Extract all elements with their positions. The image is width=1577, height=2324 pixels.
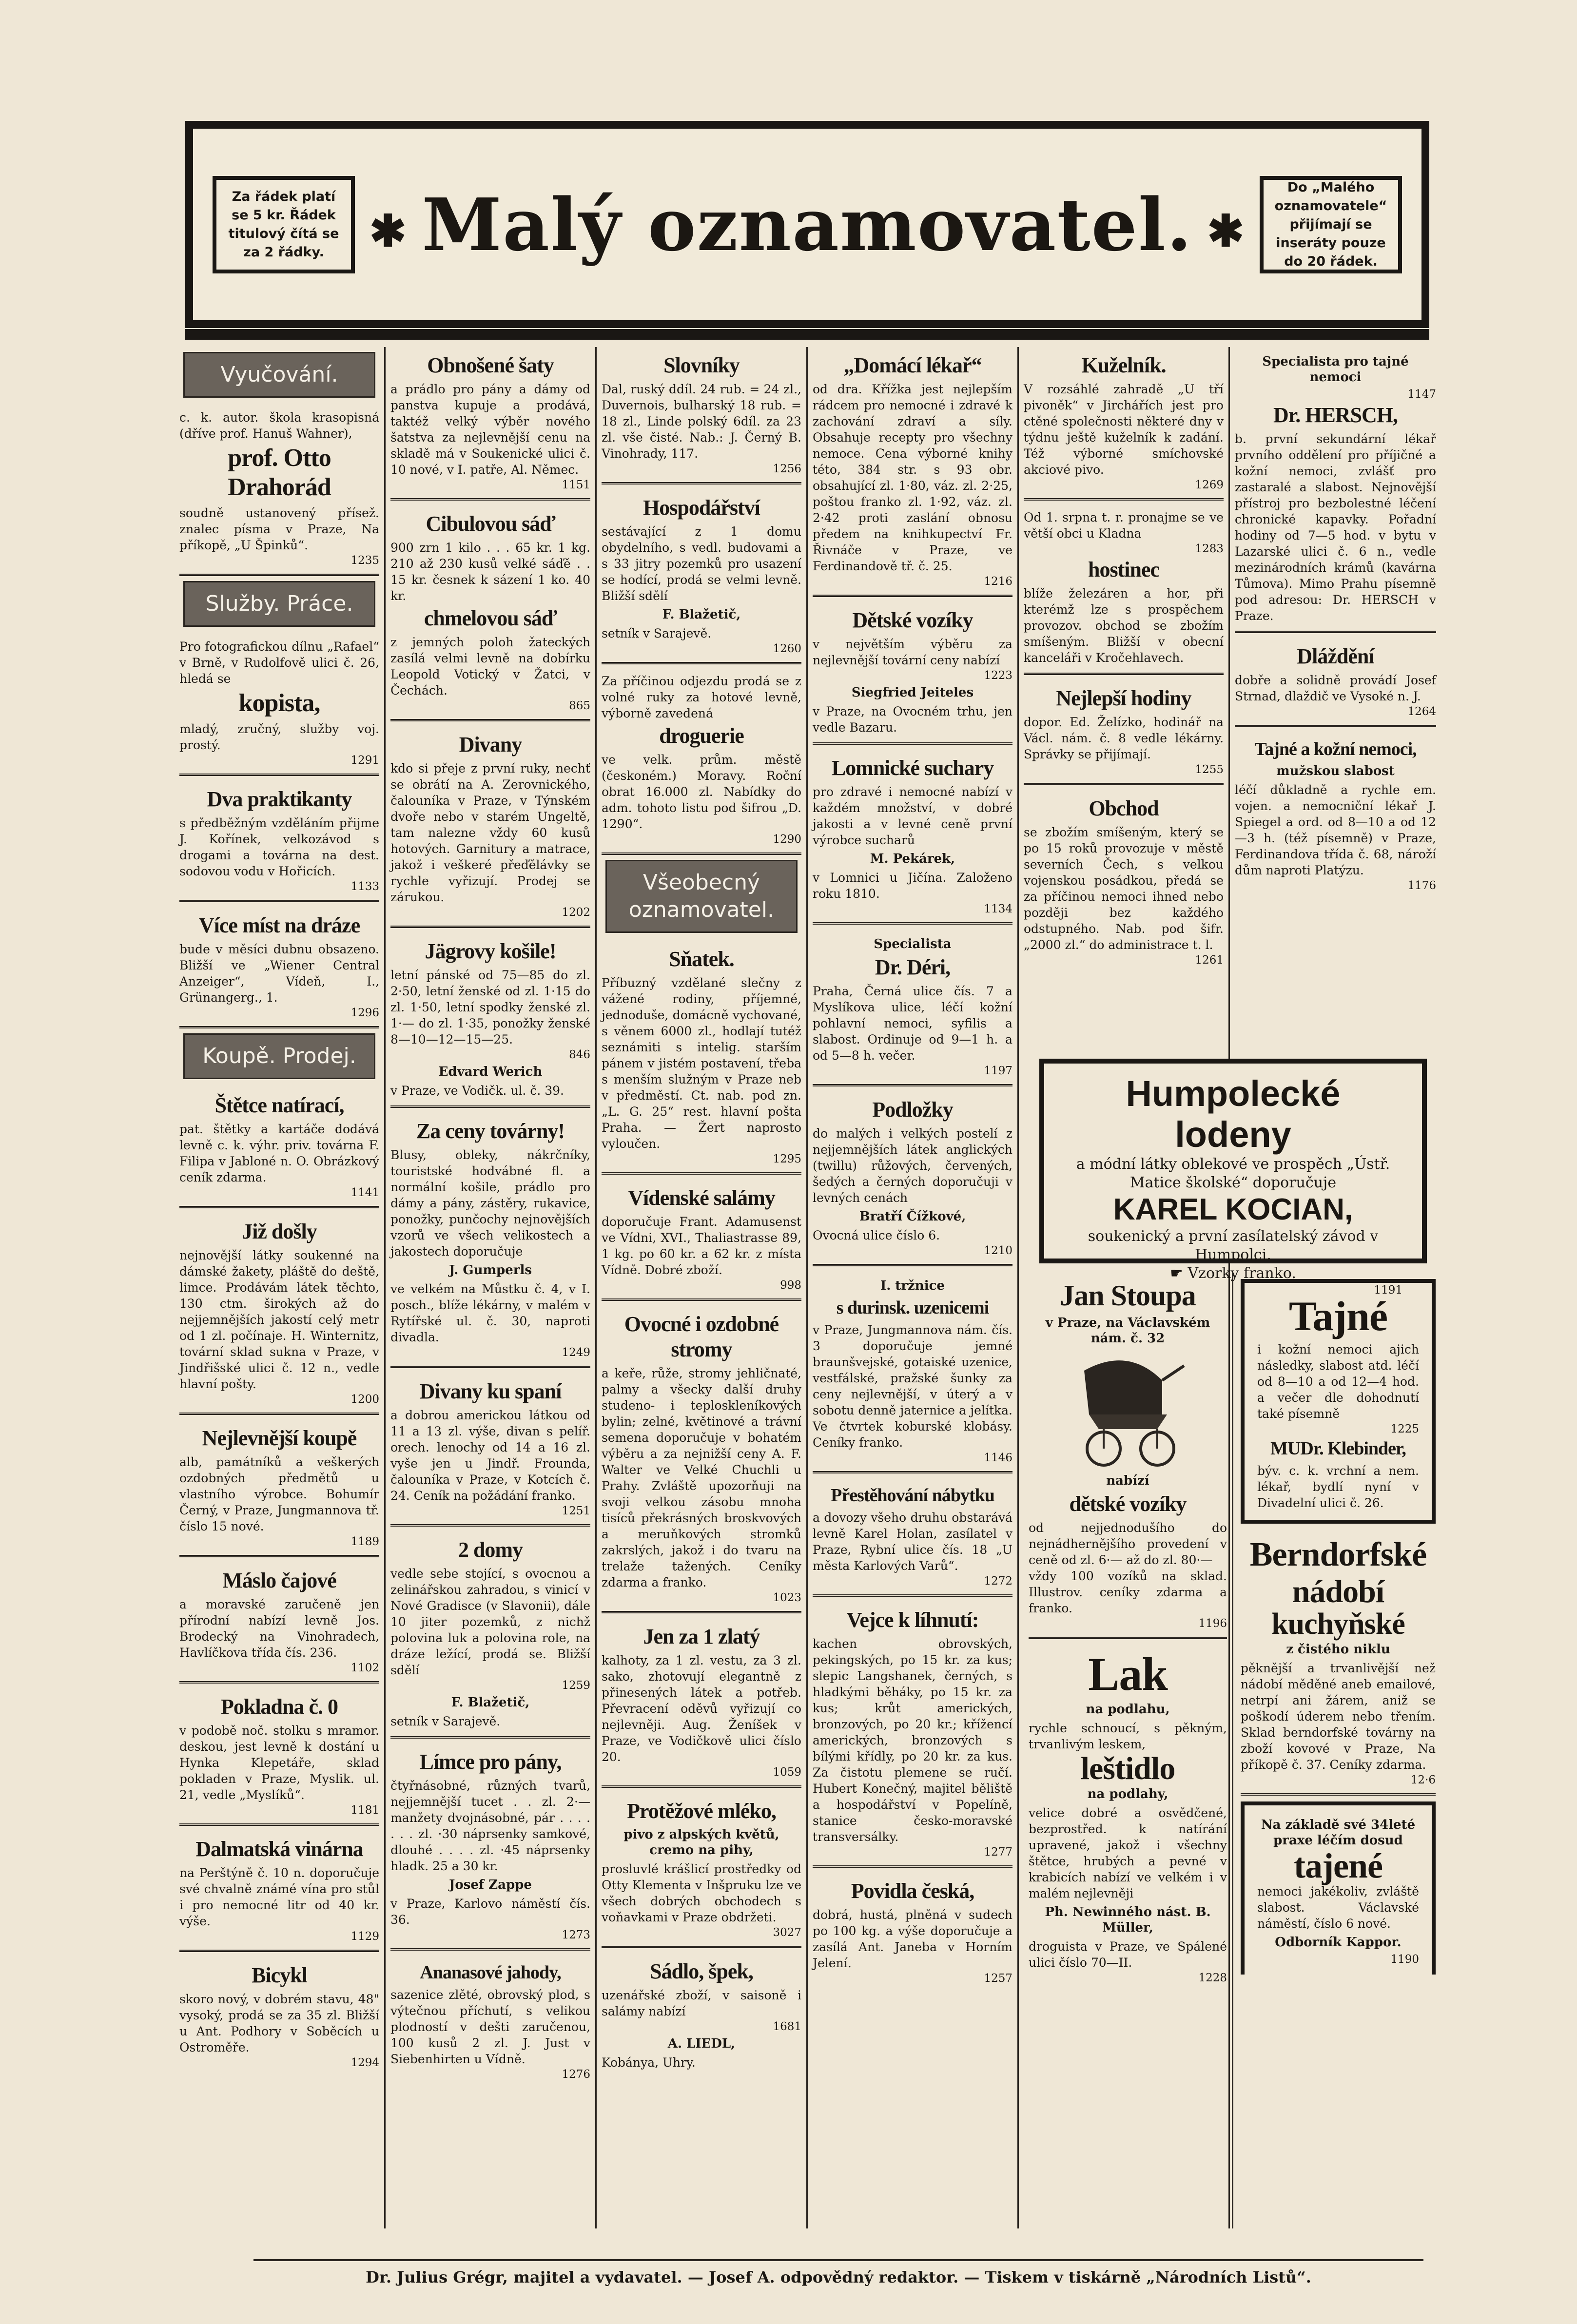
- ad-body: sestávající z 1 domu obydelního, s vedl. budovami a s 33 jitry pozemků pro usazení se hodící, prodá se velmi levně. Bližší sdělí: [602, 524, 801, 603]
- pram-icon: [1065, 1351, 1191, 1468]
- star-icon: ✱: [369, 205, 408, 257]
- ad-signature: J. Gumperls: [449, 1263, 532, 1278]
- ad-number: 1264: [1407, 705, 1436, 718]
- ad-heading: Nejlepší hodiny: [1056, 686, 1191, 710]
- ad-heading-2: leštidlo: [1080, 1751, 1175, 1786]
- ad-signature: F. Blažetič,: [662, 607, 741, 622]
- ad-jiz-dosly: [179, 1213, 379, 1415]
- ad-body: pro zdravé i nemocné nabízí v každém množství, v dobré jakosti a v levné ceně první výrobce sucharů: [813, 785, 1012, 847]
- ad-droguerie: [602, 669, 801, 855]
- ad-uzenice: [813, 1271, 1012, 1473]
- ad-dr-deri: [813, 930, 1012, 1086]
- ad-text: Od 1. srpna t. r. pronajme se ve větší obci u Kladna: [1024, 510, 1224, 541]
- ad-heading: 2 domy: [458, 1538, 523, 1562]
- ad-sadlo: [602, 1953, 801, 2077]
- ad-stetce: [179, 1087, 379, 1208]
- column-4: [808, 347, 1019, 2228]
- ad-subheading: dětské vozíky: [1069, 1492, 1187, 1516]
- ad-stehovani: [813, 1478, 1012, 1597]
- ad-body: vedle sebe stojící, s ovocnou a zelinářskou zahradou, s vinicí v Nové Gradisce (v Slavonii), dále 10 jiter pozemků, z nichž polovina luk a polovina role, na dráze ležící, prodá se. Bližší sdělí: [390, 1567, 590, 1677]
- ad-number: 1133: [350, 880, 379, 893]
- ad-number: 1257: [984, 1972, 1012, 1985]
- ad-jan-stoupa: [1029, 1273, 1227, 1639]
- section-vyucovani: Vyučování.: [183, 352, 375, 398]
- masthead-limit-box: Do „Malého oznamovatele“ přijímají se inseráty pouze do 20 řádek.: [1260, 176, 1402, 273]
- ad-body: doporučuje Frant. Adamusenst ve Vídni, XVI., Thaliastrasse 89, 1 kg. po 60 kr. a 62 kr. z místa Vídně. Dobré zboží.: [602, 1215, 801, 1277]
- ad-body: dopor. Ed. Želízko, hodinář na Václ. nám. č. 8 vedle lékárny. Správky se přijímají.: [1024, 715, 1224, 761]
- ad-detske-voziky: [813, 602, 1012, 745]
- ad-body: alb, památníků a veškerých ozdobných předmětů u vlastního výrobce. Bohumír Černý, v Praze, Jungmannova tř. číslo 15 nové.: [179, 1455, 379, 1533]
- ad-body: V rozsáhlé zahradě „U tří pivoněk“ v Jirchářích jest pro ctěné společnosti některé dny v týdnu ještě kuželník k zadání. Též výborné smíchovské akciové pivo.: [1024, 382, 1224, 477]
- ad-number: 1295: [773, 1153, 801, 1165]
- ad-heading: Máslo čajové: [222, 1569, 336, 1592]
- ad-body: ve velk. prům. městě (českoném.) Moravy. Roční obrat 16.000 zl. Nabídky do adm. tohoto listu pod šifrou „D. 1290“.: [602, 753, 801, 831]
- ad-dr-hersch: [1235, 347, 1436, 633]
- ad-number: 3027: [773, 1926, 801, 1939]
- ad-subheading: na podlahu,: [1086, 1702, 1170, 1717]
- ad-pretitle: I. tržnice: [880, 1278, 945, 1293]
- ad-address: v Praze, na Ovocném trhu, jen vedle Bazaru.: [813, 704, 1012, 735]
- ad-heading: Nejlevnější koupě: [202, 1426, 357, 1450]
- ad-text: soukenický a první zasílatelský závod v Humpolci.: [1088, 1228, 1379, 1263]
- ad-heading: Vejce k líhnutí:: [846, 1608, 979, 1632]
- ad-body: prosluvlé krášlicí prostředky od Otty Klementa v Inšpruku lze ve všech dobrých obchodech s voňavkami v Praze obdržeti.: [602, 1862, 801, 1924]
- ad-tail: vždy 100 vozíků na sklad. Illustrov. ceníky zdarma a franko.: [1029, 1569, 1227, 1615]
- ad-signature: Siegfried Jeiteles: [851, 685, 974, 700]
- ad-heading: Divany: [459, 733, 522, 756]
- ad-slovniky: [602, 347, 801, 484]
- ad-address: Ovocná ulice číslo 6.: [813, 1228, 940, 1242]
- ad-heading: Dalmatská vinárna: [195, 1837, 363, 1861]
- ad-number: 1141: [350, 1186, 379, 1199]
- ad-address: v Praze, ve Vodičk. ul. č. 39.: [390, 1084, 564, 1098]
- ad-number: 1277: [984, 1846, 1012, 1859]
- ad-obchod: [1024, 790, 1224, 973]
- ad-lak: [1029, 1644, 1227, 1991]
- ad-domaci-lekar: [813, 347, 1012, 597]
- ad-address: Kobánya, Uhry.: [602, 2055, 696, 2070]
- ad-body: z jemných poloh žateckých zasílá velmi levně na dobírku Leopold Votický v Žatci, v Čechách.: [390, 635, 590, 697]
- ad-jen-za-zlaty: [602, 1618, 801, 1788]
- ad-number: 1273: [562, 1929, 590, 1941]
- ad-heading: Tajné a kožní nemoci,: [1254, 739, 1417, 759]
- ad-number: 1294: [350, 2056, 379, 2069]
- ad-heading: Dva praktikanty: [207, 787, 352, 811]
- ad-number: 1259: [562, 1679, 590, 1692]
- ad-heading: Podložky: [872, 1098, 953, 1122]
- ad-kappor: [1241, 1801, 1436, 1975]
- ad-tail-text: Vzorky franko.: [1188, 1265, 1296, 1282]
- ad-heading: tajené: [1294, 1846, 1382, 1885]
- ad-za-ceny-tovarny: [390, 1113, 590, 1368]
- ad-body: pat. štětky a kartáče dodává levně c. k. výhr. priv. továrna F. Filipa v Jabloné n. O. Obrázkový ceník zdarma.: [179, 1122, 379, 1184]
- ad-heading: Sňatek.: [669, 947, 734, 971]
- ad-number: 1181: [350, 1804, 379, 1817]
- ad-body: 900 zrn 1 kilo . . . 65 kr. 1 kg. 210 až 230 kusů velké sáďě . . 15 kr. česnek k sázení 1 ko. 40 kr.: [390, 541, 590, 603]
- ad-signature: Bratří Čížkové,: [859, 1209, 966, 1224]
- ad-hostinec: [1024, 505, 1224, 675]
- ad-heading: Lak: [1088, 1648, 1168, 1700]
- ad-obnosene-saty: [390, 347, 590, 501]
- ad-number: 998: [780, 1279, 801, 1292]
- ad-heading: Vídenské salámy: [628, 1186, 775, 1210]
- ad-heading: Divany ku spaní: [419, 1379, 562, 1403]
- ad-divany-ku-spani: [390, 1373, 590, 1527]
- ad-2-domy: [390, 1531, 590, 1739]
- ad-number: 1202: [562, 906, 590, 919]
- ad-number: 1059: [773, 1766, 801, 1779]
- ad-body: dobře a solidně provádí Josef Strnad, dlaždič ve Vysoké n. J.: [1235, 673, 1436, 703]
- ad-pokladna: [179, 1688, 379, 1826]
- ad-heading: Více míst na dráze: [198, 913, 360, 937]
- ad-body: Praha, Černá ulice čís. 7 a Myslíkova ulice, léčí kožní pohlavní nemoci, syfilis a slabost. Ordinuje od 9—1 h. a od 5—8 h. večer.: [813, 984, 1012, 1063]
- ad-body: kalhoty, za 1 zl. vestu, za 3 zl. sako, zhotovují elegantně z přinesených látek a potřeb. Převracení oděvů vyřizují co nejlevněji. Aug. Ženíšek v Praze, ve Vodičkově ulici číslo 20.: [602, 1653, 801, 1764]
- ad-number: 1151: [562, 479, 590, 491]
- ad-address: droguista v Praze, ve Spálené ulici číslo 70—II.: [1029, 1939, 1227, 1970]
- ad-text: rychle schnoucí, s pěkným, trvanlivým leskem,: [1029, 1721, 1227, 1751]
- ad-address: v Praze, na Václavském nám. č. 32: [1045, 1316, 1210, 1346]
- ad-kopista: [179, 635, 379, 776]
- ad-body: čtyřnásobné, různých tvarů, nejjemnější tucet . . zl. 2·— manžety dvojnásobné, pár . . . . . . . zl. ·30 náprsenky samkové, dlouhé . . . . zl. ·45 náprsenky hladk. 25 a 30 kr.: [390, 1779, 590, 1873]
- ad-heading: Přestěhování nábytku: [831, 1485, 994, 1506]
- ad-number: 1216: [984, 575, 1012, 588]
- ad-number: 1260: [773, 642, 801, 655]
- masthead-title: Malý oznamovatel.: [422, 182, 1193, 267]
- ad-body: léčí důkladně a rychle em. vojen. a nemocniční lékař J. Spiegel a ord. od 8—10 a od 12—3 h. (též písemně) v Praze, Ferdinandova třída č. 68, nároží dům naproti Platýzu.: [1235, 783, 1436, 877]
- ad-heading: Protěžové mléko,: [627, 1799, 776, 1823]
- ad-number: 1249: [562, 1346, 590, 1359]
- ad-signature: A. LIEDL,: [667, 2036, 736, 2051]
- ad-heading: Obchod: [1089, 796, 1159, 820]
- ad-body: uzenářské zboží, v saisoně i salámy nabízí: [602, 1988, 801, 2018]
- ad-number: 1251: [562, 1505, 590, 1517]
- ad-praktikanty: [179, 781, 379, 902]
- ad-body: nejnovější látky soukenné na dámské žakety, pláště do deště, limce. Prodávám látek těchto, 130 ctm. širokých až do nejjemnějších jakostí celý metr od 1 zl. počínaje. H. Winternitz, tovární sklad sukna v Praze, v Jindřišské ulici č. 12 n., vedle hlavní pošty.: [179, 1248, 379, 1391]
- ad-number: 1296: [350, 1007, 379, 1019]
- ad-heading: Límce pro pány,: [419, 1750, 562, 1774]
- ad-number: 1191: [1374, 1284, 1402, 1297]
- ad-signature: Edvard Werich: [438, 1065, 543, 1079]
- ad-heading: Cibulovou sáď: [426, 512, 555, 536]
- ad-body: od nejjednodušího do nejnádhernějšího provedení v ceně od zl. 6·— až do zl. 80·—: [1029, 1521, 1227, 1567]
- star-icon: ✱: [1207, 205, 1246, 257]
- ad-heading: Berndorfské: [1249, 1536, 1427, 1573]
- ad-number: 1681: [773, 2020, 801, 2033]
- ad-heading: Obnošené šaty: [427, 353, 554, 377]
- ad-number: 1134: [984, 903, 1012, 915]
- ad-heading: Dr. HERSCH,: [1273, 403, 1398, 427]
- ad-number: 1276: [562, 2068, 590, 2081]
- ad-pretitle: Specialista: [874, 937, 952, 951]
- ad-heading: Štětce natírací,: [214, 1093, 344, 1117]
- ad-number: 1176: [1407, 879, 1436, 892]
- ad-number: 1225: [1390, 1423, 1419, 1435]
- ad-address: setník v Sarajevě.: [602, 626, 712, 640]
- ad-signature: M. Pekárek,: [870, 852, 955, 866]
- ad-body: Příbuzný vzdělané slečny z vážené rodiny, příjemné, jednoduše, domácně vychované, s věnem 6000 zl., hodlají tutéž seznámiti s intelig. starším pánem v jistém postavení, třeba s menším služným v Praze neb v předměstí. Ct. nab. pod zn. „L. G. 25“ rest. hlavní pošta Praha. — Žert naprosto vyloučen.: [602, 976, 801, 1151]
- ad-mist-na-draze: [179, 907, 379, 1028]
- ad-number: 1269: [1195, 479, 1224, 491]
- ad-signature: Josef Zappe: [449, 1878, 532, 1892]
- ad-label: nabízí: [1106, 1473, 1149, 1488]
- ad-podlozky: [813, 1091, 1012, 1266]
- ad-heading: prof. Otto Drahorád: [228, 444, 331, 501]
- ad-body: se zbožím smíšeným, který se po 15 roků provozuje v městě severních Čech, s velkou vojenskou posádkou, předá se za příčinou nemoci ihned nebo později bez každého odstupného. Nab. pod šifr. „2000 zl.“ do administrace t. l.: [1024, 825, 1224, 952]
- ad-subheading-3: z čistého niklu: [1286, 1642, 1390, 1657]
- column-2: [386, 347, 597, 2228]
- ad-stromy: [602, 1306, 801, 1613]
- ad-body: skoro nový, v dobrém stavu, 48" vysoký, prodá se za 35 zl. Bližší u Ant. Podhory v Soběcích u Ostroměře.: [179, 1992, 379, 2054]
- ad-body: do malých i velkých postelí z nejjemnějších látek anglických (twillu) růžových, červených, šedých a černých doporučuji v levných cenách: [813, 1126, 1012, 1205]
- ad-body: kachen obrovských, pekingských, po 15 kr. za kus; slepic Langshanek, černých, s hladkými běháky, po 15 kr. za kus; krůt amerických, bronzových, po 20 kr.; křížencí amerických, bronzových s bílými křídly, po 20 kr. za kus. Za čistotu plemene se ručí. Hubert Konečný, majitel běliště a hospodářství v Popelíně, stanice česko-moravské transversálky.: [813, 1637, 1012, 1844]
- ad-hospodarstvi: [602, 489, 801, 664]
- ad-heading: Jen za 1 zlatý: [643, 1625, 760, 1648]
- imprint-footer: Dr. Julius Grégr, majitel a vydavatel. — Josef A. odpovědný redaktor. — Tiskem v tiskárně „Národních Listů“.: [253, 2259, 1423, 2286]
- ad-heading: Slovníky: [663, 353, 740, 377]
- ad-number: 1146: [984, 1452, 1012, 1464]
- ad-heading: Ananasové jahody,: [420, 1962, 561, 1983]
- ad-vinarna: [179, 1831, 379, 1952]
- ad-body: blíže železáren a hor, při kterémž lze s prospěchem provozov. obchod se zbožím smíšeným. Bližší v obecní kanceláři v Kročehlavech.: [1024, 586, 1224, 665]
- ad-body: kdo si přeje z první ruky, nechť se obrátí na A. Zerovnického, čalouníka v Praze, v Týnském dvoře nebo v starém Ungeltě, tam nalezne vždy 60 kusů hotových. Garnitury a matrace, jakož i veškeré přeďělávky se rychle vyřizují. Prodej se zárukou.: [390, 761, 590, 904]
- ad-number: 1189: [350, 1535, 379, 1548]
- ad-body: mladý, zručný, služby voj. prostý.: [179, 722, 379, 752]
- ad-snatek: [602, 941, 801, 1175]
- ad-body: na Perštýně č. 10 n. doporučuje své chvalně známé vína pro stůl i pro nemocné litr od 40 kr. výše.: [179, 1866, 379, 1928]
- ad-tajne-klebinder: [1241, 1279, 1436, 1524]
- ad-heading: Humpolecké lodeny: [1126, 1073, 1341, 1155]
- ad-pretitle: Na základě své 34leté praxe léčím dosud: [1261, 1818, 1416, 1848]
- section-sluzby: Služby. Práce.: [183, 581, 375, 627]
- ad-body: v Praze, Jungmannova nám. čís. 3 doporučuje jemné braunšvejské, gotaiské uzenice, vestfálské, pražské šunky za ceny nejlevnější, v úterý a v sobotu denně jaternice a jelítka. Ve čtvrtek koburské klobásy. Ceníky franko.: [813, 1323, 1012, 1450]
- ad-heading: Za ceny továrny!: [416, 1119, 565, 1143]
- ad-number: 1200: [350, 1393, 379, 1406]
- masthead-title-wrap: [355, 182, 1260, 267]
- ad-body: i kožní nemoci ajich následky, slabost atd. léčí od 8—10 a od 12—4 hod. a večer dle dohodnutí také písemně: [1257, 1342, 1419, 1421]
- ad-signature: MUDr. Klebinder,: [1270, 1438, 1406, 1459]
- ad-body: v největším výběru za nejlevnější tovární ceny nabízí: [813, 637, 1012, 667]
- ad-number: 1283: [1195, 542, 1224, 555]
- ad-heading: Dr. Déri,: [875, 955, 951, 979]
- ad-number: 12·6: [1410, 1774, 1436, 1786]
- column-6-lower: [1236, 1273, 1441, 2228]
- ad-number: 1210: [984, 1244, 1012, 1257]
- column-3: [597, 347, 808, 2228]
- ad-protezove-mleko: [602, 1793, 801, 1948]
- ad-body: dobrá, hustá, plněná v sudech po 100 kg. a výše doporučuje a zasílá Ant. Janeba v Horním Jelení.: [813, 1908, 1012, 1970]
- ad-heading: kopista,: [238, 689, 320, 717]
- ad-heading: Hospodářství: [643, 496, 760, 520]
- ad-body: a prádlo pro pány a dámy od panstva kupuje a prodává, taktéž velký výběr nového šatstva za nejlevnější cenu na skladě má v Soukenické ulici č. 10 nové, v I. patře, Al. Němec.: [390, 382, 590, 477]
- ad-limce: [390, 1743, 590, 1951]
- column-1: [175, 347, 386, 2228]
- section-vseobecny: Všeobecný oznamovatel.: [605, 860, 798, 933]
- ad-cibulova-sad: [390, 505, 590, 721]
- ad-nejlevnejsi-koupe: [179, 1420, 379, 1557]
- ad-number: 1256: [773, 463, 801, 475]
- ad-drahorad: [179, 406, 379, 576]
- ad-heading: Jägrovy košile!: [425, 939, 556, 963]
- ad-subheading: pivo z alpských květů, cremo na pihy,: [623, 1827, 779, 1858]
- ad-body: velice dobré a osvědčené, bezprostřed. k natírání upravené, jakož i všechny štětce, hrubých a pevné v krabicích nabízí ve velkém i v malém nejlevněji: [1029, 1806, 1227, 1900]
- ad-number: 1228: [1198, 1972, 1227, 1984]
- ad-ananasove-jahody: [390, 1956, 590, 2088]
- ad-number: 1196: [1198, 1617, 1227, 1630]
- ad-body: b. první sekundární lékař prvního oddělení pro příjičné a kožní nemoci, zvlášť pro zastaralé a slabost. Nejnovější přístroj pro bezbolestné léčení chronické kapavky. Pořadní hodiny od 7—5 hod. v bytu v Lazarské ulici č. 6 n., vedle mezinárodních krámů (kavárna Tůmova). Mimo Prahu písemně pod adresou: Dr. HERSCH v Praze.: [1235, 432, 1436, 623]
- ad-lomnicke-suchary: [813, 750, 1012, 925]
- ad-subheading-2: kuchyňské: [1271, 1607, 1405, 1641]
- ad-body: soudně ustanovený přísež. znalec písma v Praze, Na příkopě, „U Špinků“.: [179, 506, 379, 552]
- ad-heading: Povidla česká,: [851, 1879, 974, 1903]
- ad-subheading-2: na podlahy,: [1087, 1787, 1168, 1801]
- ad-heading: Pokladna č. 0: [220, 1695, 338, 1719]
- ad-heading: droguerie: [659, 724, 744, 748]
- ad-text: Pro fotografickou dílnu „Rafael“ v Brně, v Rudolfově ulici č. 26, hledá se: [179, 639, 379, 686]
- ad-text: Za příčinou odjezdu prodá se z volné ruky za hotové levně, výborně zavedená: [602, 674, 801, 720]
- ad-heading: chmelovou sáď: [424, 606, 557, 630]
- ad-body: a dovozy všeho druhu obstarává levně Karel Holan, zasílatel v Praze, Rybní ulice čís. 18 „U města Karlových Varů“.: [813, 1511, 1012, 1573]
- masthead-price-box: Za řádek platí se 5 kr. Řádek titulový čítá se za 2 řádky.: [213, 176, 355, 273]
- ad-heading: Jan Stoupa: [1060, 1279, 1196, 1312]
- ad-body: s předběžným vzděláním přijme J. Kořínek, velkozávod s drogami a továrna na dest. sodovou vodu v Hořicích.: [179, 816, 379, 878]
- ad-number: 1147: [1407, 388, 1436, 401]
- ad-signature: Ph. Newinného nást. B. Müller,: [1045, 1905, 1211, 1935]
- ad-heading: Bicykl: [252, 1963, 307, 1987]
- ad-body: bude v měsíci dubnu obsazeno. Bližší ve „Wiener Central Anzeiger“, Vídeň, I., Grünangerg., 1.: [179, 942, 379, 1005]
- ad-body: v podobě noč. stolku s mramor. deskou, jest levně k dostání u Hynka Klepetáře, sklad pokladen v Praze, Myslik. ul. 21, vedle „Myslíků“.: [179, 1724, 379, 1802]
- ad-number: 1023: [773, 1591, 801, 1604]
- ad-subheading: mužskou slabost: [1276, 764, 1395, 778]
- ad-heading: „Domácí lékař“: [843, 353, 982, 377]
- ad-heading: hostinec: [1088, 558, 1159, 581]
- ad-heading: Dětské vozíky: [852, 608, 973, 632]
- ad-body: a dobrou americkou látkou od 11 a 13 zl. výše, divan s pelíř. orech. lenochy od 14 a 16 zl. vyše jen u Jindř. Frounda, čalouníka v Praze, v Kotcích č. 24. Ceník na požádání franko.: [390, 1408, 590, 1503]
- ad-bicykl: [179, 1957, 379, 2076]
- ad-number: 1255: [1195, 763, 1224, 776]
- ad-heading: s durinsk. uzenicemi: [836, 1298, 989, 1318]
- ad-name: KAREL KOCIAN,: [1113, 1193, 1353, 1226]
- ad-berndorf: [1241, 1530, 1436, 1796]
- ad-body: nemoci jakékoliv, zvláště slabost. Václavské náměstí, číslo 6 nové.: [1257, 1884, 1419, 1931]
- ad-povidla: [813, 1873, 1012, 1992]
- ad-number: 846: [569, 1048, 590, 1061]
- ad-body: Blusy, obleky, nákrčníky, touristské hodvábné fl. a normální košile, prádlo pro dámy a pány, zástěry, rukavice, ponožky, punčochy nejnovějších vzorů ve všech velikostech a jakostech doporučuje: [390, 1148, 590, 1259]
- ad-number: 1129: [350, 1930, 379, 1943]
- ad-number: 1102: [350, 1662, 379, 1674]
- ad-vejce: [813, 1602, 1012, 1868]
- ad-subheading: nádobí: [1292, 1574, 1384, 1609]
- ad-address: v Praze, Karlovo náměstí čís. 36.: [390, 1897, 590, 1927]
- ad-kuzelnik: [1024, 347, 1224, 501]
- ad-address: ve velkém na Můstku č. 4, v I. posch., blíže lékárny, v malém v Rytířské ul. č. 30, naproti divadla.: [390, 1282, 590, 1344]
- ad-jagrovy-kosile: [390, 933, 590, 1108]
- ad-number: 1272: [984, 1575, 1012, 1588]
- ad-tajne-kozni: [1235, 732, 1436, 899]
- ad-signature: Odborník Kappor.: [1275, 1935, 1402, 1950]
- ad-address: býv. c. k. vrchní a nem. lékař, bydlí nyní v Divadelní ulici č. 26.: [1257, 1464, 1419, 1510]
- ad-number: 1291: [350, 754, 379, 767]
- section-koupe: Koupě. Prodej.: [183, 1033, 375, 1079]
- ad-text: c. k. autor. škola krasopisná (dříve prof. Hanuš Wahner),: [179, 410, 379, 441]
- ad-heading: Kuželník.: [1081, 353, 1166, 377]
- ad-maslo: [179, 1562, 379, 1684]
- ad-pretitle: Specialista pro tajné nemoci: [1262, 354, 1409, 385]
- ad-dlazdeni: [1235, 638, 1436, 727]
- ad-heading: Lomnické suchary: [831, 756, 994, 780]
- ad-number: 1223: [984, 669, 1012, 682]
- ad-heading: Tajné: [1288, 1293, 1388, 1339]
- ad-heading: Sádlo, špek,: [650, 1959, 753, 1983]
- ad-number: 1190: [1390, 1953, 1419, 1966]
- ad-divany: [390, 726, 590, 928]
- ad-body: sazenice zlěté, obrovský plod, s výtečnou příchutí, s velikou plodností v dešti zaručenou, 100 kusů 2 zl. J. Just v Siebenhirten u Vídně.: [390, 1988, 590, 2066]
- ad-body: a keře, růže, stromy jehličnaté, palmy a všecky další druhy studeno- i teploskleníkových bylin; zelné, květinové a trávní semena doporučuje v bohatém výběru a za nejnižší ceny A. F. Walter ve Velké Chuchli u Prahy. Zvláště upozorňuji na svoji velkou zásobu mnoha tisíců překrásných broskvových a meruňkových stromků zakrslých, jakož i do tvaru na trelaže tažených. Ceníky zdarma a franko.: [602, 1366, 801, 1589]
- ad-address: v Lomnici u Jičína. Založeno roku 1810.: [813, 871, 1012, 901]
- ad-number: 1290: [773, 833, 801, 846]
- ad-hodiny: [1024, 680, 1224, 785]
- ad-number: 1235: [350, 554, 379, 567]
- ad-body: letní pánské od 75—85 do zl. 2·50, letní ženské od zl. 1·15 do zl. 1·50, letní spodky ženské zl. 1·— do zl. 1·35, ponožky ženské 8—10—12—15—25.: [390, 968, 590, 1046]
- ad-heading: Dláždění: [1297, 644, 1374, 668]
- ad-signature: F. Blažetič,: [451, 1695, 530, 1710]
- column-5-lower: [1024, 1273, 1233, 2228]
- pointing-hand-icon: ☛: [1170, 1265, 1183, 1282]
- ad-address: setník v Sarajevě.: [390, 1714, 501, 1728]
- ad-body: pěknější a trvanlivější než nádobí měděné aneb emailové, netrpí ani žárem, aniž se poškodí úderem nebo třením. Sklad berndorfské továrny na zboží kovové v Praze, Na příkopě č. 37. Ceníky zdarma.: [1241, 1661, 1436, 1772]
- masthead: [185, 121, 1429, 328]
- ad-body: Dal, ruský ddíl. 24 rub. = 24 zl., Duvernois, bulharský 18 rub. = 18 zl., Linde polský 6díl. za 23 zl. vše čisté. Nab.: J. Černý B. Vinohrady, 117.: [602, 382, 801, 461]
- ad-number: 1261: [1195, 954, 1224, 967]
- ad-heading: Ovocné i ozdobné stromy: [624, 1312, 779, 1361]
- ad-salamy: [602, 1180, 801, 1301]
- ad-body: a moravské zaručeně jen přírodní nabízí levně Jos. Brodecký na Vinohradech, Havlíčkova třída čís. 236.: [179, 1597, 379, 1660]
- ad-number: 1197: [984, 1065, 1012, 1077]
- ad-text: a módní látky oblekové ve prospěch „Ústř. Matice školské“ doporučuje: [1076, 1156, 1390, 1191]
- ad-heading: Již došly: [242, 1220, 317, 1243]
- ad-number: 865: [569, 699, 590, 712]
- ad-body: od dra. Křížka jest nejlepším rádcem pro nemocné i zdravé k zachování zdraví a síly. Obsahuje recepty pro všechny nemoce. Cena výborné knihy této, 384 str. s 93 obr. obsahující zl. 1·80, váz. zl. 2·25, poštou franko zl. 1·92, váz. zl. 2·42 proti zaslání obnosu předem na knihkupectví Fr. Řivnáče v Praze, ve Ferdinandově tř. č. 25.: [813, 382, 1012, 573]
